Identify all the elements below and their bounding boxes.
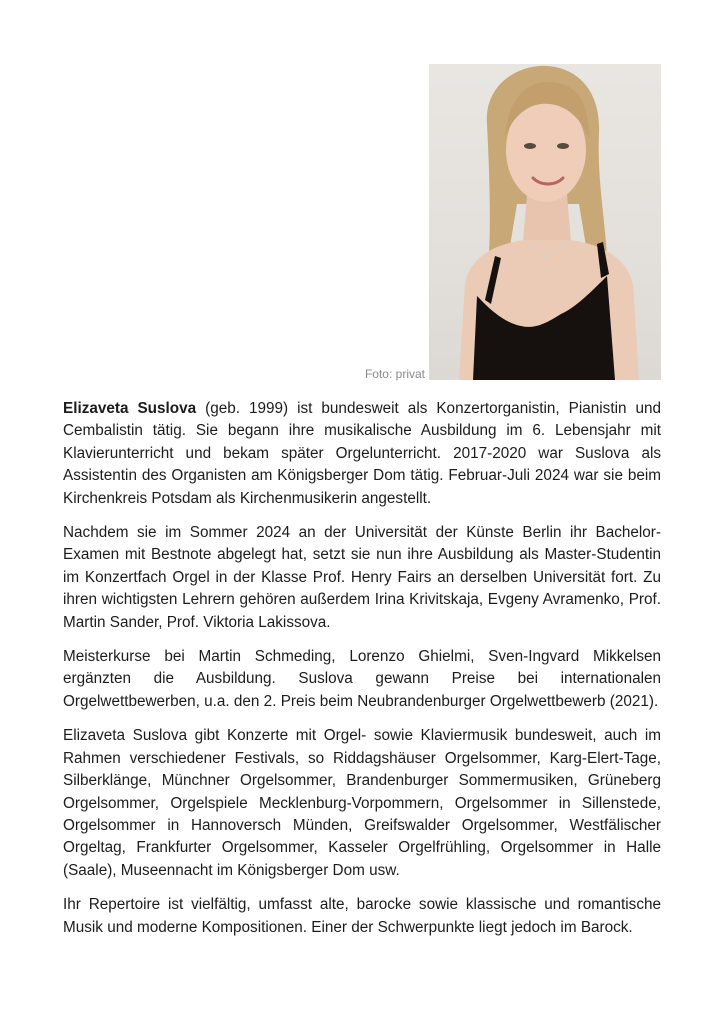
bio-paragraph-1 <box>63 398 661 510</box>
artist-name: Elizaveta Suslova <box>63 400 197 417</box>
portrait-photo <box>429 64 661 380</box>
biography-text <box>63 398 661 951</box>
bio-paragraph-2: Nachdem sie im Sommer 2024 an der Universität der Künste Berlin ihr Bachelor-Examen mit Bestnote abgelegt hat, setzt sie nun ihre Ausbildung als Master-Studentin im Konzertfach Orgel in der Klasse Prof. Henry Fairs an derselben Universität fort. Zu ihren wichtigsten Lehrern gehören außerdem Irina Krivitskaja, Evgeny Avramenko, Prof. Martin Sander, Prof. Viktoria Lakissova. <box>63 524 661 631</box>
bio-paragraph-3: Meisterkurse bei Martin Schmeding, Lorenzo Ghielmi, Sven-Ingvard Mikkelsen ergänzten die Ausbildung. Suslova gewann Preise bei internationalen Orgelwettbewerben, u.a. den 2. Preis beim Neubrandenburger Orgelwettbewerb (2021). <box>63 648 661 710</box>
bio-paragraph-4: Elizaveta Suslova gibt Konzerte mit Orgel- sowie Klaviermusik bundesweit, auch im Rahmen verschiedener Festivals, so Riddagshäuser Orgelsommer, Karg-Elert-Tage, Silberklänge, Münchner Orgelsommer, Brandenburger Sommermusiken, Grüneberg Orgelsommer, Orgelspiele Mecklenburg-Vorpommern, Orgelsommer in Sillenstede, Orgelsommer in Hannoversch Münden, Greifswalder Orgelsommer, Westfälischer Orgeltag, Frankfurter Orgelsommer, Kasseler Orgelfrühling, Orgelsommer in Halle (Saale), Museennacht im Königsberger Dom usw. <box>63 727 661 879</box>
bio-paragraph-5: Ihr Repertoire ist vielfältig, umfasst alte, barocke sowie klassische und romantische Musik und moderne Kompositionen. Einer der Schwerpunkte liegt jedoch im Barock. <box>63 896 661 936</box>
bio-paragraph-1-text: (geb. 1999) ist bundesweit als Konzertorganistin, Pianistin und Cembalistin tätig. Sie begann ihre musikalische Ausbildung im 6. Lebensjahr mit Klavierunterricht und bekam später Orgelunterricht. 2017-2020 war Suslova als Assistentin des Organisten am Königsberger Dom tätig. Februar-Juli 2024 war sie beim Kirchenkreis Potsdam als Kirchenmusikerin angestellt. <box>63 400 661 507</box>
photo-caption: Foto: privat <box>364 367 425 381</box>
